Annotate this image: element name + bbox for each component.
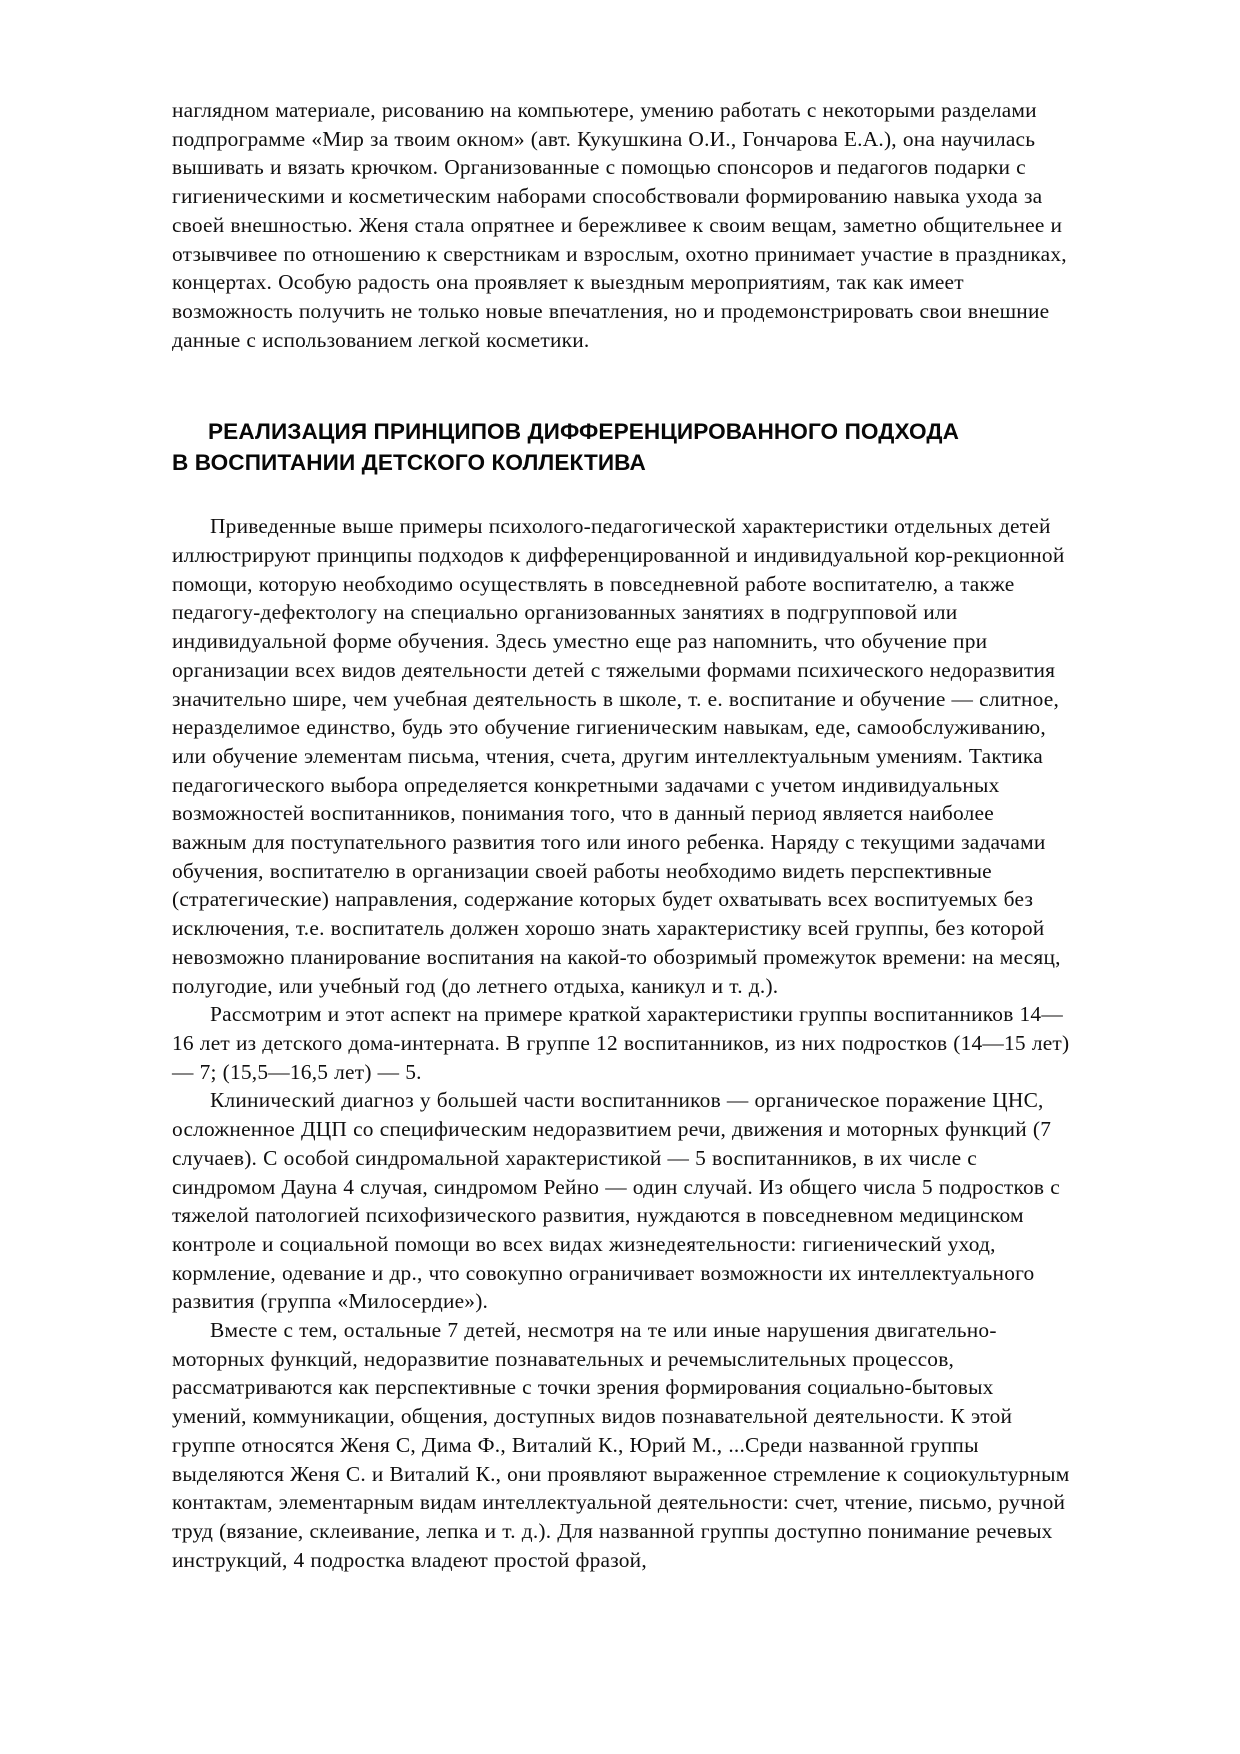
page-content-column (172, 96, 1072, 1574)
body-paragraph-4: Вместе с тем, остальные 7 детей, несмотря на те или иные нарушения двигательно-моторных функций, недоразвитие познавательных и речемыслительных процессов, рассматриваются как перспективные с точки зрения формирования социально-бытовых умений, коммуникации, общения, доступных видов познавательной деятельности. К этой группе относятся Женя С, Дима Ф., Виталий К., Юрий М., ...Среди названной группы выделяются Женя С. и Виталий К., они проявляют выраженное стремление к социокультурным контактам, элементарным видам интеллектуальной деятельности: счет, чтение, письмо, ручной труд (вязание, склеивание, лепка и т. д.). Для названной группы доступно понимание речевых инструкций, 4 подростка владеют простой фразой, (172, 1318, 1070, 1572)
section-heading-line-2: В ВОСПИТАНИИ ДЕТСКОГО КОЛЛЕКТИВА (172, 449, 646, 475)
continuation-paragraph: наглядном материале, рисованию на компьютере, умению работать с некоторыми разделами подпрограмме «Мир за твоим окном» (авт. Кукушкина О.И., Гончарова Е.А.), она научилась вышивать и вязать крючком. Организованные с помощью спонсоров и педагогов подарки с гигиеническими и косметическим наборами способствовали формированию навыка ухода за своей внешностью. Женя стала опрятнее и бережливее к своим вещам, заметно общительнее и отзывчивее по отношению к сверстникам и взрослым, охотно принимает участие в праздниках, концертах. Особую радость она проявляет к выездным мероприятиям, так как имеет возможность получить не только новые впечатления, но и продемонстрировать свои внешние данные с использованием легкой косметики. (172, 98, 1067, 352)
body-paragraph-1: Приведенные выше примеры психолого-педагогической характеристики отдельных детей иллюстрируют принципы подходов к дифференцированной и индивидуальной кор-рекционной помощи, которую необходимо осуществлять в повседневной работе воспитателю, а также педагогу-дефектологу на специально организованных занятиях в подгрупповой или индивидуальной форме обучения. Здесь уместно еще раз напомнить, что обучение при организации всех видов деятельности детей с тяжелыми формами психического недоразвития значительно шире, чем учебная деятельность в школе, т. е. воспитание и обучение — слитное, неразделимое единство, будь это обучение гигиеническим навыкам, еде, самообслуживанию, или обучение элементам письма, чтения, счета, другим интеллектуальным умениям. Тактика педагогического выбора определяется конкретными задачами с учетом индивидуальных возможностей воспитанников, понимания того, что в данный период является наиболее важным для поступательного развития того или иного ребенка. Наряду с текущими задачами обучения, воспитателю в организации своей работы необходимо видеть перспективные (стратегические) направления, содержание которых будет охватывать всех воспитуемых без исключения, т.е. воспитатель должен хорошо знать характеристику всей группы, без которой невозможно планирование воспитания на какой-то обозримый промежуток времени: на месяц, полугодие, или учебный год (до летнего отдыха, каникул и т. д.). (172, 514, 1065, 998)
body-paragraph-3: Клинический диагноз у большей части воспитанников — органическое поражение ЦНС, осложненное ДЦП со специфическим недоразвитием речи, движения и моторных функций (7 случаев). С особой синдромальной характеристикой — 5 воспитанников, в их числе с синдромом Дауна 4 случая, синдромом Рейно — один случай. Из общего числа 5 подростков с тяжелой патологией психофизического развития, нуждаются в повседневном медицинском контроле и социальной помощи во всех видах жизнедеятельности: гигиенический уход, кормление, одевание и др., что совокупно ограничивает возможности их интеллектуального развития (группа «Милосердие»). (172, 1088, 1060, 1314)
section-heading-block (172, 417, 1072, 478)
section-heading-line-1: РЕАЛИЗАЦИЯ ПРИНЦИПОВ ДИФФЕРЕНЦИРОВАННОГО ПОДХОДА (208, 419, 959, 445)
body-paragraph-2: Рассмотрим и этот аспект на примере краткой характеристики группы воспитанников 14—16 лет из детского дома-интерната. В группе 12 воспитанников, из них подростков (14—15 лет) — 7; (15,5—16,5 лет) — 5. (172, 1002, 1070, 1084)
